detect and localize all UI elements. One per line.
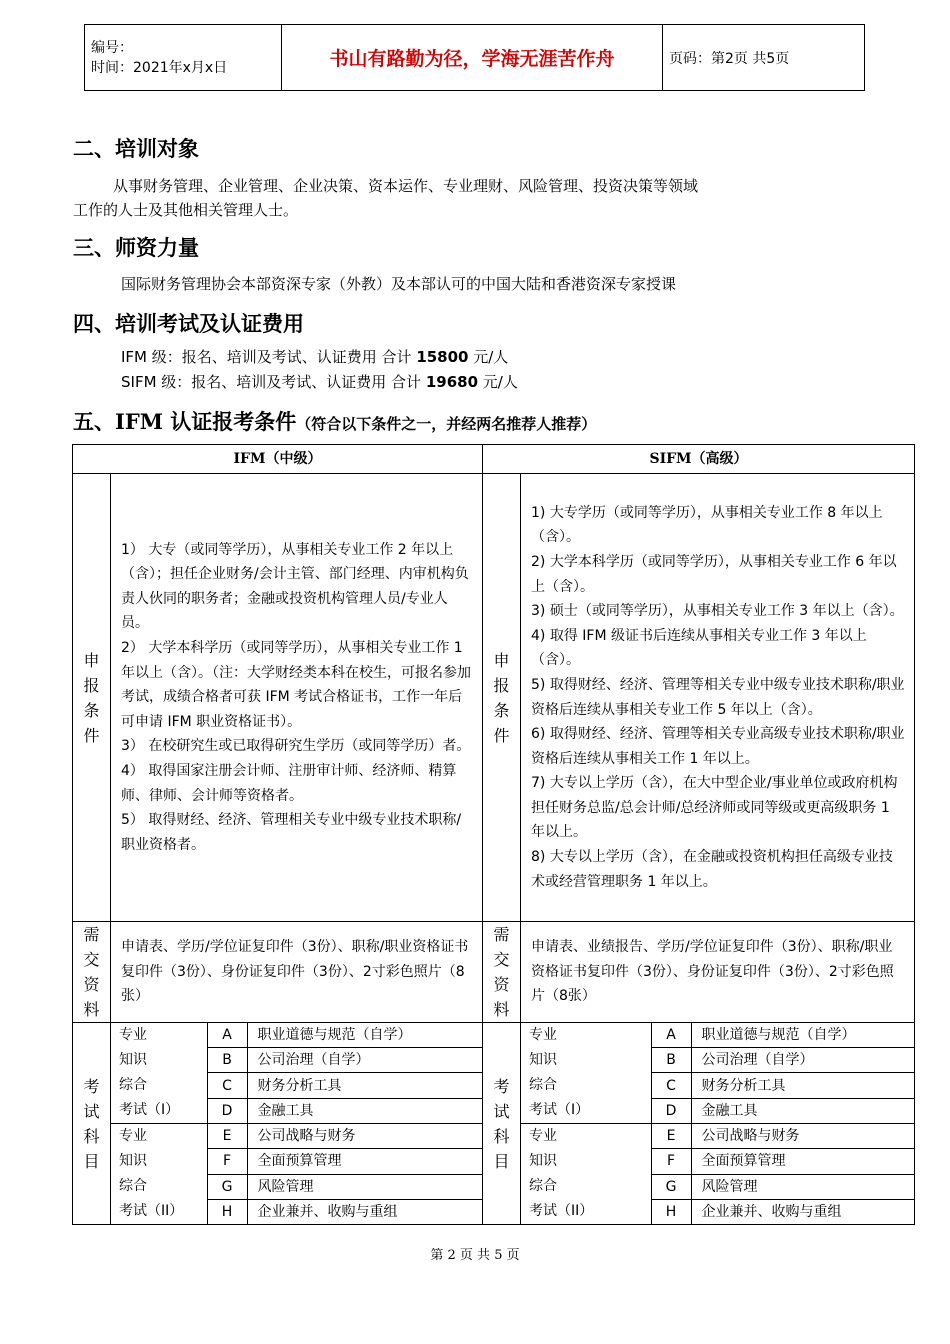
subject-name: 风险管理 [691,1174,914,1199]
ifm-docs-label: 需 交 资 料 [73,922,111,1023]
fee-ifm [121,345,508,369]
subject-letter: C [207,1073,247,1098]
sifm-subject-table [521,1023,914,1224]
ifm-docs: 申请表、学历/学位证复印件（3份）、职称/职业资格证书复印件（3份）、身份证复印件（3份）、2寸彩色照片（8张） [111,922,483,1023]
sifm-condition: 1) 大专学历（或同等学历），从事相关专业工作 8 年以上（含）。 [531,504,883,546]
ifm-condition: 2） 大学本科学历（或同等学历），从事相关专业工作 1 年以上（含）。（注：大学财经类本科在校生，可报名参加考试，成绩合格者可获 IFM 考试合格证书，工作一年后可申请 IFM 职业资格证书）。 [121,640,471,730]
sifm-exam-group-1 [521,1023,651,1124]
sifm-condition: 4) 取得 IFM 级证书后连续从事相关专业工作 3 年以上（含）。 [531,627,867,669]
group-label-line: 考试（I） [529,1102,590,1118]
subject-name: 公司战略与财务 [691,1124,914,1149]
header-slogan: 书山有路勤为径，学海无涯苦作舟 [282,25,663,91]
sifm-conditions [521,474,915,922]
subject-name: 金融工具 [691,1098,914,1123]
subject-letter: E [207,1124,247,1149]
subject-name: 公司战略与财务 [247,1124,482,1149]
ifm-condition: 5） 取得财经、经济、管理相关专业中级专业技术职称/职业资格者。 [121,812,462,853]
subject-name: 企业兼并、收购与重组 [247,1199,482,1224]
sifm-condition: 5) 取得财经、经济、管理等相关专业中级专业技术职称/职业资格后连续从事相关专业工作 5 年以上（含）。 [531,676,905,718]
subject-letter: F [207,1149,247,1174]
subject-letter: D [207,1098,247,1123]
sifm-exam-subjects [521,1023,915,1225]
sifm-condition: 2) 大学本科学历（或同等学历），从事相关专业工作 6 年以上（含）。 [531,553,897,595]
subject-letter: G [651,1174,691,1199]
header-page-label: 页码：第2页 共5页 [663,25,865,91]
page-header [84,24,865,91]
subject-letter: E [651,1124,691,1149]
subject-name: 职业道德与规范（自学） [247,1023,482,1048]
subject-name: 金融工具 [247,1098,482,1123]
ifm-exam-group-2 [111,1124,207,1225]
section-5-note: （符合以下条件之一，并经两名推荐人推荐） [296,415,597,433]
subject-name: 全面预算管理 [691,1149,914,1174]
fee-ifm-prefix: IFM 级：报名、培训及考试、认证费用 合计 [121,348,417,366]
fee-ifm-suffix: 元/人 [468,348,509,366]
ifm-header: IFM（中级） [73,445,483,474]
page-footer: 第 2 页 共 5 页 [430,1248,520,1263]
subject-letter: H [651,1199,691,1224]
group-label-line: 综合 [119,1178,147,1194]
number-label: 编号： [91,39,133,56]
sifm-exam-label: 考 试 科 目 [483,1023,521,1225]
group-label-line: 专业 [529,1027,557,1043]
ifm-exam-label: 考 试 科 目 [73,1023,111,1225]
subject-letter: B [207,1048,247,1073]
subject-name: 全面预算管理 [247,1149,482,1174]
fee-sifm-suffix: 元/人 [478,373,518,391]
sifm-condition: 8) 大专以上学历（含），在金融或投资机构担任高级专业技术或经营管理职务 1 年以上。 [531,849,893,890]
section-2-text-1: 从事财务管理、企业管理、企业决策、资本运作、专业理财、风险管理、投资决策等领域 [113,177,699,195]
sifm-condition: 6) 取得财经、经济、管理等相关专业高级专业技术职称/职业资格后连续从事相关工作 1 年以上。 [531,726,905,767]
subject-letter: D [651,1098,691,1123]
sifm-condition: 3) 硕士（或同等学历），从事相关专业工作 3 年以上（含）。 [531,603,904,620]
subject-name: 公司治理（自学） [691,1048,914,1073]
section-5-title [73,406,596,436]
group-label-line: 知识 [529,1052,557,1068]
ifm-conditions [111,474,483,922]
sifm-docs: 申请表、业绩报告、学历/学位证复印件（3份）、职称/职业资格证书复印件（3份）、身份证复印件（3份）、2寸彩色照片（8张） [521,922,915,1023]
section-2-text-2: 工作的人士及其他相关管理人士。 [73,201,299,219]
sifm-req-label: 申 报 条 件 [483,474,521,922]
ifm-condition: 3） 在校研究生或已取得研究生学历（或同等学历）者。 [121,738,471,755]
fee-sifm [121,370,518,394]
group-label-line: 考试（II） [529,1203,594,1219]
group-label-line: 知识 [119,1153,147,1169]
requirements-table [72,444,915,1225]
subject-name: 财务分析工具 [247,1073,482,1098]
group-label-line: 考试（II） [119,1203,184,1219]
subject-name: 风险管理 [247,1174,482,1199]
ifm-subject-table [111,1023,482,1224]
ifm-req-label: 申 报 条 件 [73,474,111,922]
ifm-exam-subjects [111,1023,483,1225]
group-label-line: 专业 [119,1128,147,1144]
section-5-heading: 五、IFM 认证报考条件 [73,409,297,434]
group-label-line: 专业 [119,1027,147,1043]
subject-name: 公司治理（自学） [247,1048,482,1073]
subject-name: 职业道德与规范（自学） [691,1023,914,1048]
sifm-header: SIFM（高级） [483,445,915,474]
group-label-line: 综合 [119,1077,147,1093]
section-4-title: 四、培训考试及认证费用 [73,311,304,336]
subject-letter: F [651,1149,691,1174]
ifm-exam-group-1 [111,1023,207,1124]
group-label-line: 专业 [529,1128,557,1144]
group-label-line: 综合 [529,1077,557,1093]
sifm-exam-group-2 [521,1124,651,1225]
time-label: 时间：2021年x月x日 [91,59,228,76]
fee-ifm-amount: 15800 [416,348,469,366]
subject-letter: A [651,1023,691,1048]
sifm-docs-label: 需 交 资 料 [483,922,521,1023]
section-3-title: 三、师资力量 [73,235,199,260]
group-label-line: 综合 [529,1178,557,1194]
subject-letter: A [207,1023,247,1048]
subject-letter: C [651,1073,691,1098]
section-3-text: 国际财务管理协会本部资深专家（外教）及本部认可的中国大陆和香港资深专家授课 [121,275,677,293]
group-label-line: 考试（I） [119,1102,180,1118]
subject-name: 企业兼并、收购与重组 [691,1199,914,1224]
group-label-line: 知识 [529,1153,557,1169]
subject-letter: B [651,1048,691,1073]
subject-letter: G [207,1174,247,1199]
ifm-condition: 1） 大专（或同等学历），从事相关专业工作 2 年以上（含）；担任企业财务/会计主管、部门经理、内审机构负责人伙同的职务者；金融或投资机构管理人员/专业人员。 [121,541,469,632]
header-meta [85,25,282,91]
ifm-condition: 4） 取得国家注册会计师、注册审计师、经济师、精算师、律师、会计师等资格者。 [121,762,457,804]
fee-sifm-amount: 19680 [425,373,479,391]
subject-name: 财务分析工具 [691,1073,914,1098]
subject-letter: H [207,1199,247,1224]
section-2-title: 二、培训对象 [73,136,199,161]
fee-sifm-prefix: SIFM 级：报名、培训及考试、认证费用 合计 [121,373,426,391]
sifm-condition: 7) 大专以上学历（含），在大中型企业/事业单位或政府机构担任财务总监/总会计师/总经济师或同等级或更高级职务 1 年以上。 [531,775,898,841]
group-label-line: 知识 [119,1052,147,1068]
